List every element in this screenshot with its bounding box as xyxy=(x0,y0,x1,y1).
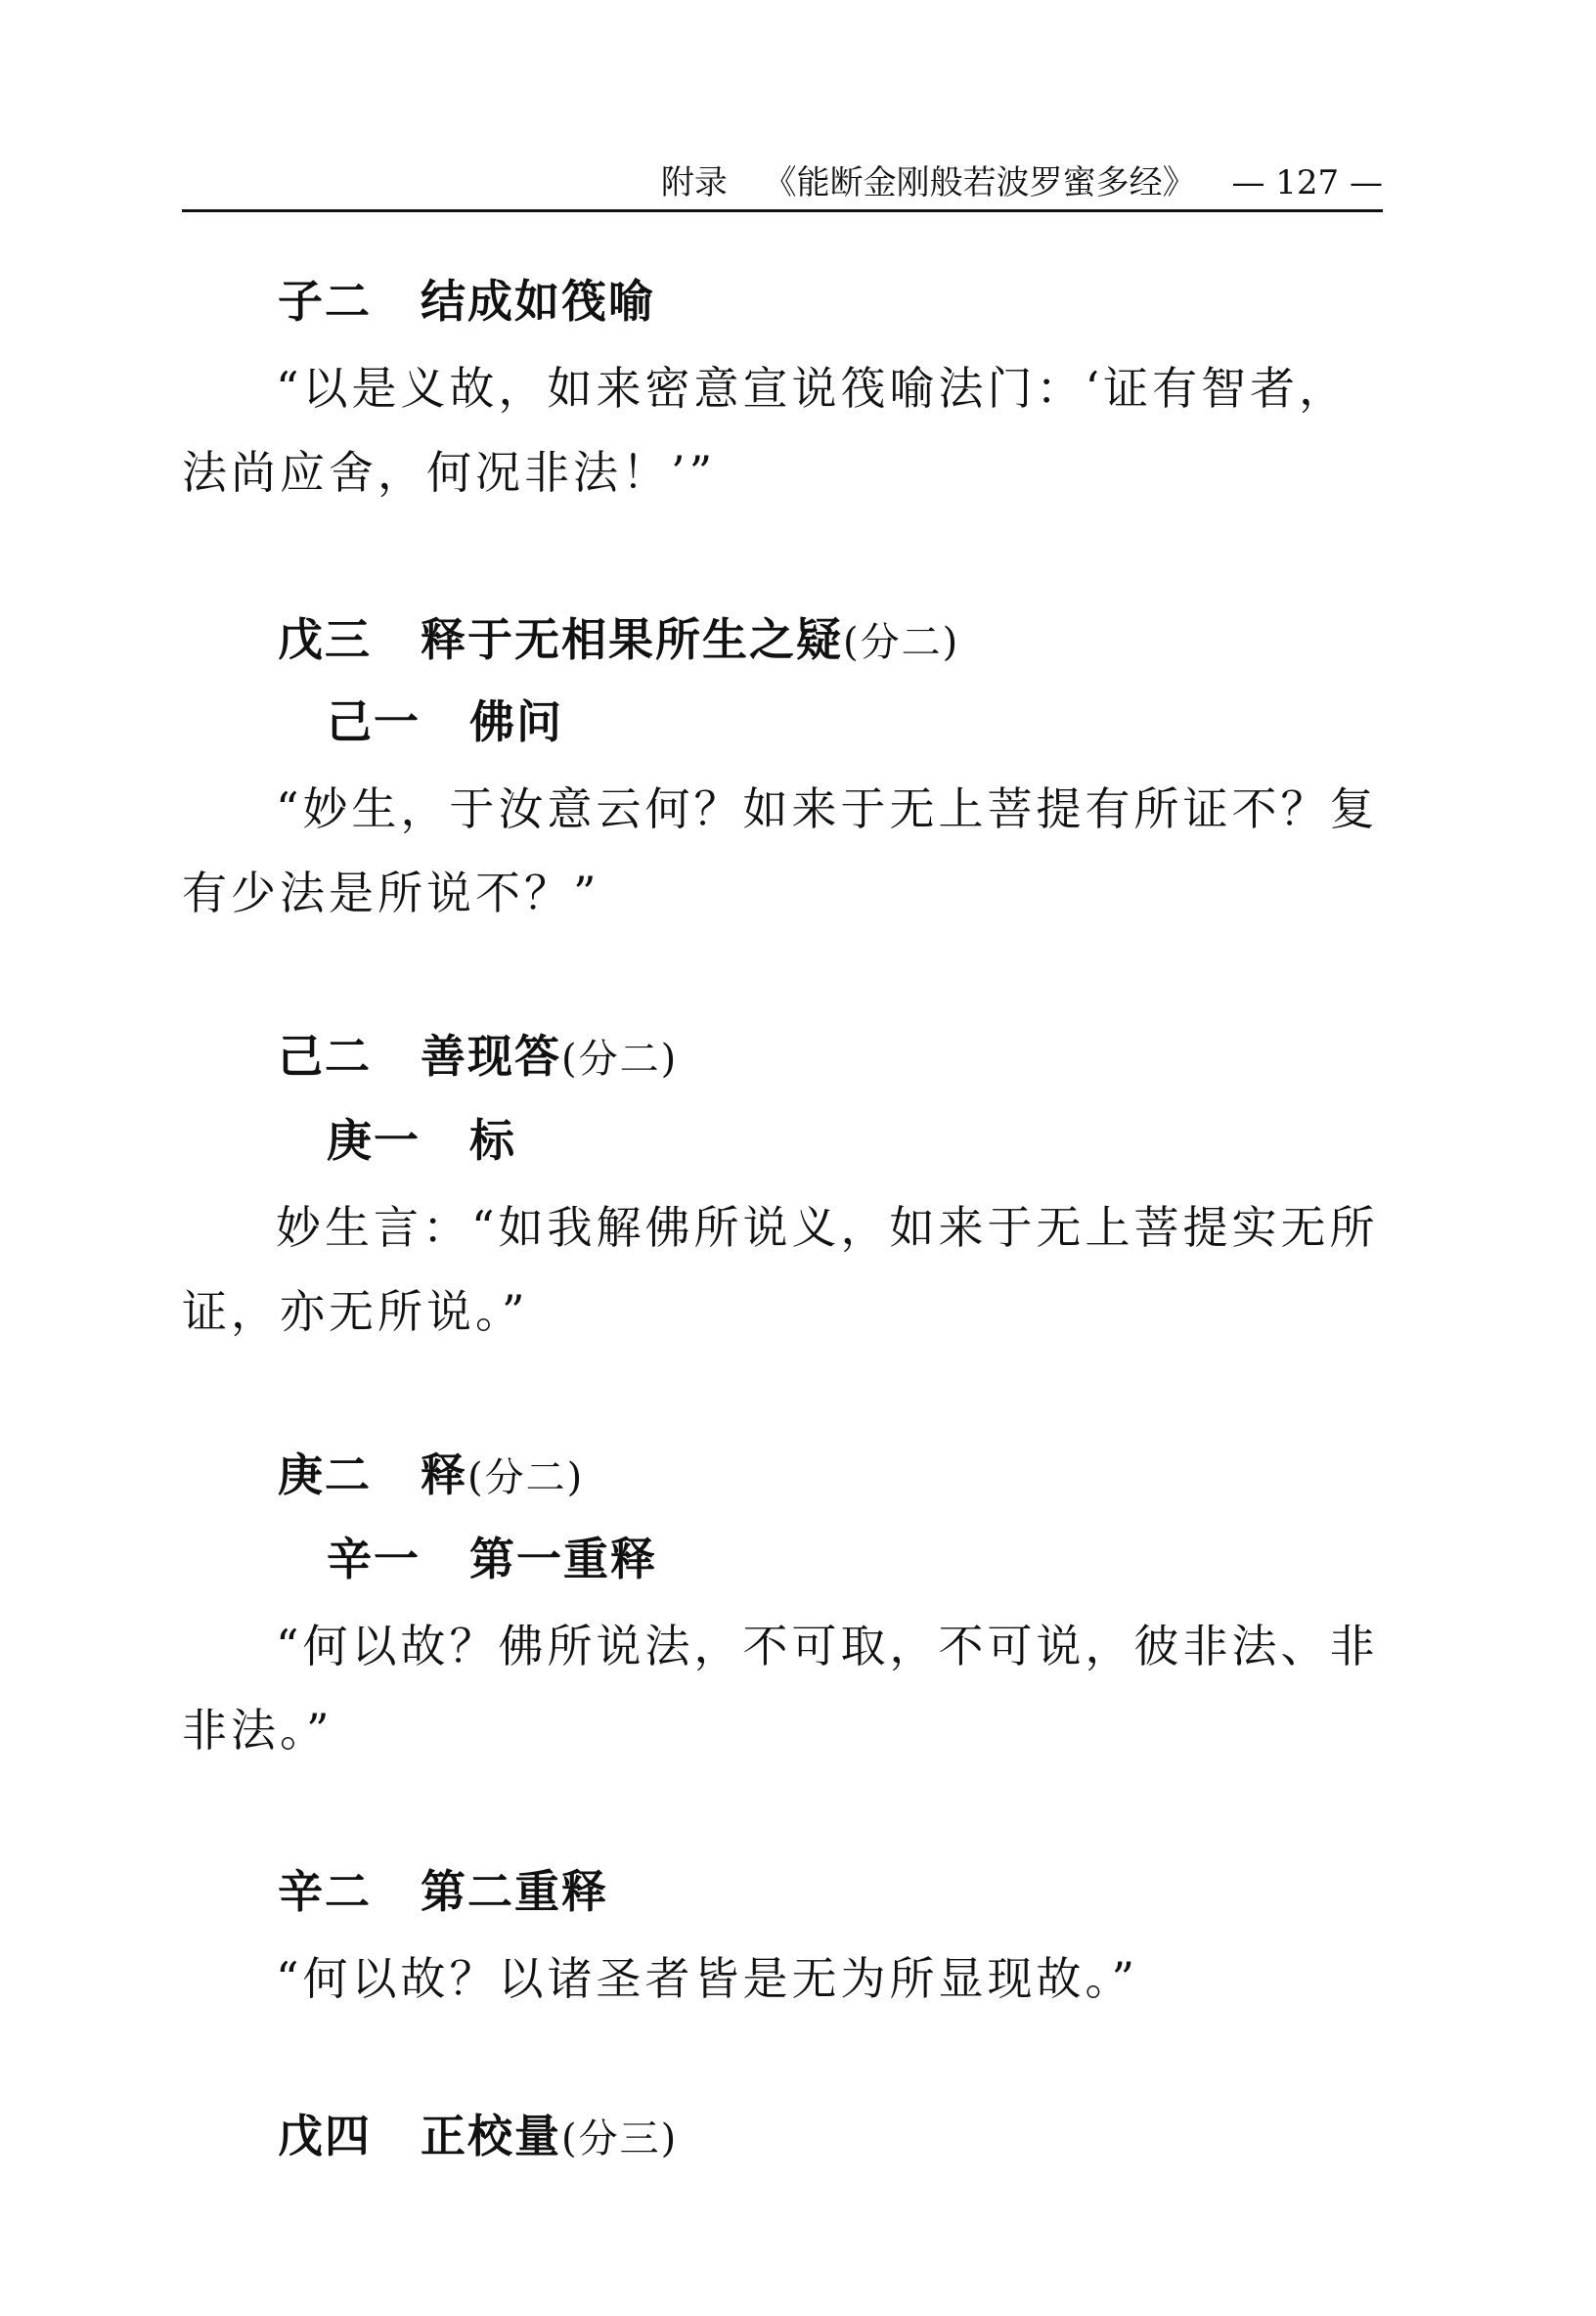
heading-title: 第一重释 xyxy=(469,1533,657,1585)
running-header-text xyxy=(636,160,1383,205)
heading-code: 庚一 xyxy=(327,1114,421,1167)
heading-code: 戊三 xyxy=(278,613,372,666)
heading-note: (分二) xyxy=(467,1455,585,1500)
heading-wu-si xyxy=(278,2107,678,2168)
header-section: 附录 xyxy=(660,163,728,202)
paragraph: “妙生，于汝意云何？如来于无上菩提有所证不？复有少法是所说不？” xyxy=(182,782,1379,919)
heading-code: 己一 xyxy=(327,695,421,748)
heading-zi-er xyxy=(278,272,655,331)
paragraph: “何以故？佛所说法，不可取，不可说，彼非法、非非法。” xyxy=(182,1620,1379,1757)
heading-title: 第二重释 xyxy=(421,1865,608,1918)
heading-code: 辛二 xyxy=(278,1865,372,1918)
heading-code: 己二 xyxy=(278,1030,372,1083)
heading-title: 善现答 xyxy=(421,1030,561,1083)
paragraph: 妙生言：“如我解佛所说义，如来于无上菩提实无所证，亦无所说。” xyxy=(182,1201,1379,1338)
heading-ji-er xyxy=(278,1027,678,1089)
heading-code: 辛一 xyxy=(327,1533,421,1585)
heading-note: (分二) xyxy=(843,620,960,665)
heading-xin-er xyxy=(278,1862,608,1921)
paragraph: “以是义故，如来密意宣说筏喻法门：‘证有智者，法尚应舍，何况非法！’” xyxy=(182,362,1349,499)
heading-note: (分二) xyxy=(561,1037,679,1082)
heading-title: 释 xyxy=(421,1448,467,1501)
paragraph: “何以故？以诸圣者皆是无为所显现故。” xyxy=(276,1952,1139,2005)
heading-wu-san xyxy=(278,610,959,672)
running-header xyxy=(182,164,1383,212)
heading-title: 标 xyxy=(469,1114,516,1167)
heading-geng-er xyxy=(278,1446,584,1507)
heading-ji-yi xyxy=(327,692,563,751)
heading-geng-yi xyxy=(327,1111,516,1170)
heading-title: 释于无相果所生之疑 xyxy=(421,613,843,666)
heading-note: (分三) xyxy=(561,2116,679,2161)
heading-code: 子二 xyxy=(278,275,372,328)
heading-title: 正校量 xyxy=(421,2110,561,2162)
heading-code: 庚二 xyxy=(278,1448,372,1501)
page-number: — 127 — xyxy=(1231,163,1383,202)
heading-xin-yi xyxy=(327,1530,657,1588)
heading-title: 佛问 xyxy=(469,695,563,748)
heading-title: 结成如筏喻 xyxy=(421,275,655,328)
heading-code: 戊四 xyxy=(278,2110,372,2162)
header-title: 《能断金刚般若波罗蜜多经》 xyxy=(763,163,1196,202)
